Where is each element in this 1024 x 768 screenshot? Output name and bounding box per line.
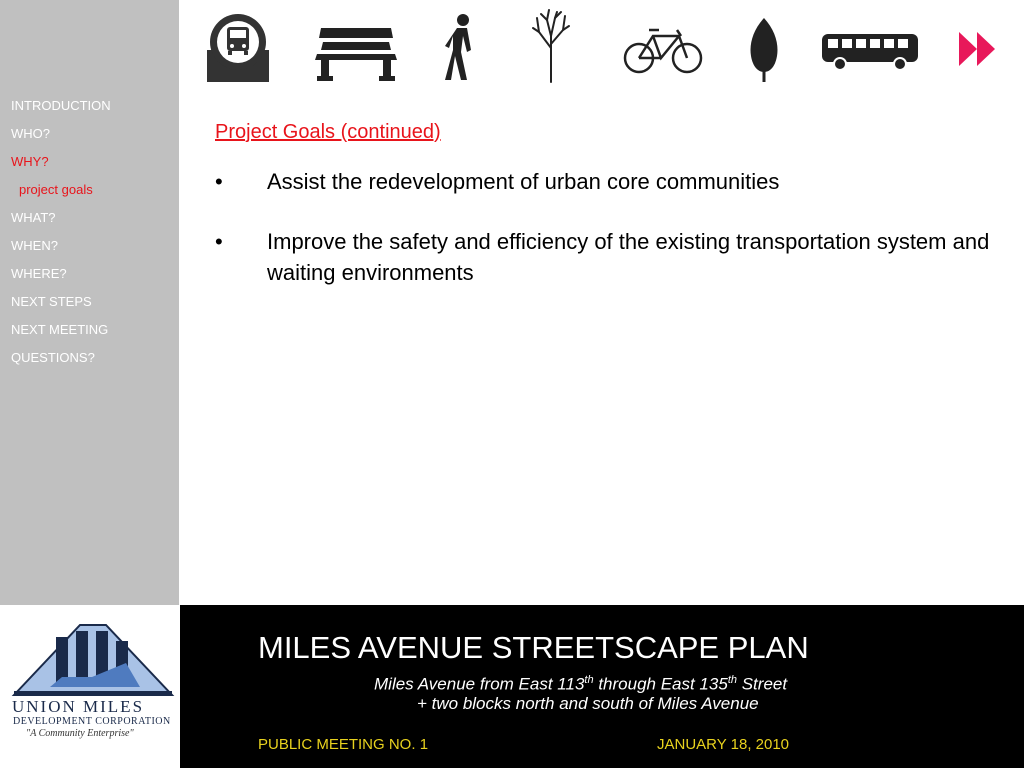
subtitle-part: through East 135 [593,674,728,694]
union-miles-logo [0,605,180,768]
logo-mark-icon [10,623,176,697]
footer-banner [0,605,1024,768]
icon-banner [195,6,1015,88]
plan-title: MILES AVENUE STREETSCAPE PLAN [258,630,809,665]
nav-list [11,92,111,372]
superscript: th [584,674,594,686]
bullet-text: Assist the redevelopment of urban core communities [267,169,780,194]
bullet-item [215,226,1005,288]
bus-stop-icon [203,12,273,84]
nav-item-next-meeting[interactable]: NEXT MEETING [11,322,109,337]
nav-item-why[interactable]: WHY? [11,154,49,169]
pedestrian-icon [443,12,479,82]
meeting-label: PUBLIC MEETING NO. 1 [258,736,429,753]
bare-tree-icon [531,8,571,84]
logo-line2: DEVELOPMENT CORPORATION [13,716,171,727]
slide-title: Project Goals (continued) [215,121,441,143]
logo-line1: UNION MILES [12,697,145,716]
nav-item-what[interactable]: WHAT? [11,210,56,225]
bullet-dot: • [215,169,223,194]
plan-subtitle-2: + two blocks north and south of Miles Avenue [417,694,759,713]
subtitle-part: Miles Avenue from East 113 [374,674,585,694]
bench-icon [313,24,399,82]
bullet-item [215,166,1005,197]
nav-item-project-goals[interactable]: project goals [19,182,93,197]
nav-item-who[interactable]: WHO? [11,126,50,141]
sidebar-nav [0,0,179,605]
meeting-date: JANUARY 18, 2010 [657,736,790,753]
bus-icon [820,32,920,72]
bullet-dot: • [215,229,223,254]
nav-item-introduction[interactable]: INTRODUCTION [11,98,111,113]
bullet-text: Improve the safety and efficiency of the existing transportation system and waiting environments [267,229,990,285]
subtitle-part: Street [737,674,788,694]
logo-tagline: "A Community Enterprise" [26,728,134,739]
slide-content [215,118,1005,288]
plan-subtitle-1 [374,669,787,696]
bicycle-icon [623,26,703,76]
superscript: th [727,674,737,686]
nav-item-next-steps[interactable]: NEXT STEPS [11,294,92,309]
nav-item-where[interactable]: WHERE? [11,266,67,281]
nav-item-when[interactable]: WHEN? [11,238,58,253]
fast-forward-icon[interactable] [957,30,999,68]
nav-item-questions[interactable]: QUESTIONS? [11,350,95,365]
tree-icon [747,16,781,82]
